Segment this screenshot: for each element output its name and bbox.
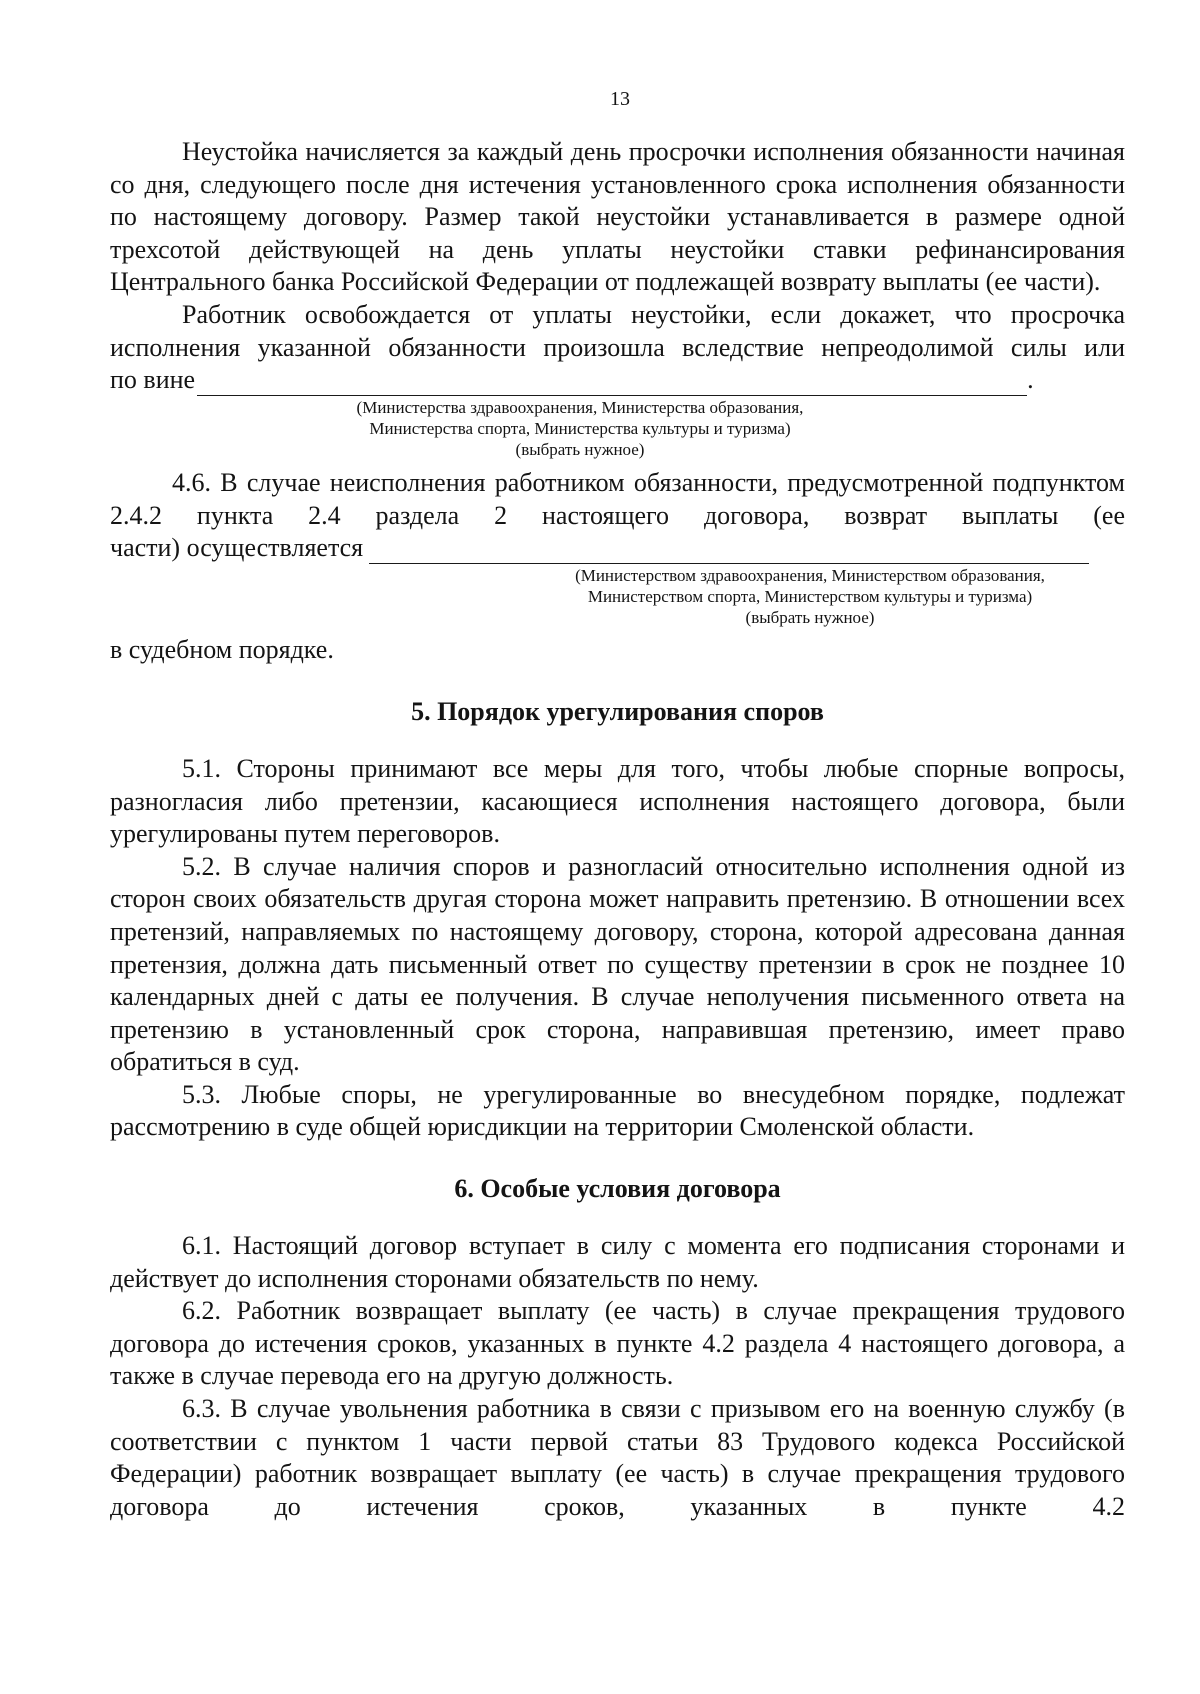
paragraph-exemption: Работник освобождается от уплаты неустойки, если докажет, что просрочка исполнения указанной обязанности произошла вследствие непреодолимой силы или [110, 299, 1125, 362]
section-6-heading: 6. Особые условия договора [454, 1174, 781, 1204]
fault-line-prefix: по вине [110, 365, 196, 395]
fault-line-suffix: . [1027, 365, 1034, 395]
fault-note-line-2: Министерства спорта, Министерства культуры и туризма) [369, 419, 791, 439]
paragraph-penalty-accrual: Неустойка начисляется за каждый день просрочки исполнения обязанности начиная со дня, следующего после дня истечения установленного срока исполнения обязанности по настоящему договору. Размер такой неустойки устанавливается в размере одной трехсотой действующей на день уплаты неустойки ставки рефинансирования Центрального банка Российской Федерации от подлежащей возврату выплаты (ее части). [110, 137, 1125, 297]
clause-4-6-blank-field[interactable] [369, 537, 1089, 564]
clause-4-6-tail: в судебном порядке. [110, 635, 334, 665]
clause-4-6: 4.6. В случае неисполнения работником обязанности, предусмотренной подпунктом 2.4.2 пункта 2.4 раздела 2 настоящего договора, возврат выплаты (ее [110, 468, 1125, 530]
clause-4-6-fill-line [110, 532, 1125, 564]
clause-6-2: 6.2. Работник возвращает выплату (ее часть) в случае прекращения трудового договора до истечения сроков, указанных в пункте 4.2 раздела 4 настоящего договора, а также в случае перевода его на другую должность. [110, 1296, 1125, 1391]
clause-5-1: 5.1. Стороны принимают все меры для того, чтобы любые спорные вопросы, разногласия либо претензии, касающиеся исполнения настоящего договора, были урегулированы путем переговоров. [110, 753, 1125, 849]
document-body [110, 136, 1125, 1523]
clause-4-6-note-line-3: (выбрать нужное) [745, 608, 875, 628]
clause-5-3: 5.3. Любые споры, не урегулированные во внесудебном порядке, подлежат рассмотрению в суде общей юрисдикции на территории Смоленской области. [110, 1079, 1125, 1142]
clause-4-6-note [530, 565, 1090, 628]
fault-note [160, 397, 1000, 460]
clause-4-6-note-line-2: Министерством спорта, Министерством культуры и туризма) [587, 587, 1033, 607]
fault-note-line-3: (выбрать нужное) [515, 440, 645, 460]
fault-fill-line [110, 364, 1125, 396]
fault-note-line-1: (Министерства здравоохранения, Министерства образования, [356, 398, 804, 418]
fault-blank-field[interactable] [197, 369, 1027, 396]
clause-4-6-note-line-1: (Министерством здравоохранения, Министерством образования, [575, 566, 1045, 586]
page-number: 13 [610, 88, 630, 110]
section-5-heading: 5. Порядок урегулирования споров [411, 696, 824, 726]
clause-6-3: 6.3. В случае увольнения работника в связи с призывом его на военную службу (в соответствии с пунктом 1 части первой статьи 83 Трудового кодекса Российской Федерации) работник возвращает выплату (ее часть) в случае прекращения трудового договора до истечения сроков, указанных в пункте 4.2 [110, 1394, 1125, 1521]
clause-5-2: 5.2. В случае наличия споров и разногласий относительно исполнения одной из сторон своих обязательств другая сторона может направить претензию. В отношении всех претензий, направляемых по настоящему договору, сторона, которой адресована данная претензия, должна дать письменный ответ по существу претензии в срок не позднее 10 календарных дней с даты ее получения. В случае неполучения письменного ответа на претензию в установленный срок сторона, направившая претензию, имеет право обратиться в суд. [110, 851, 1125, 1077]
clause-6-1: 6.1. Настоящий договор вступает в силу с момента его подписания сторонами и действует до исполнения сторонами обязательств по нему. [110, 1231, 1125, 1293]
clause-4-6-prefix: части) осуществляется [110, 533, 364, 563]
